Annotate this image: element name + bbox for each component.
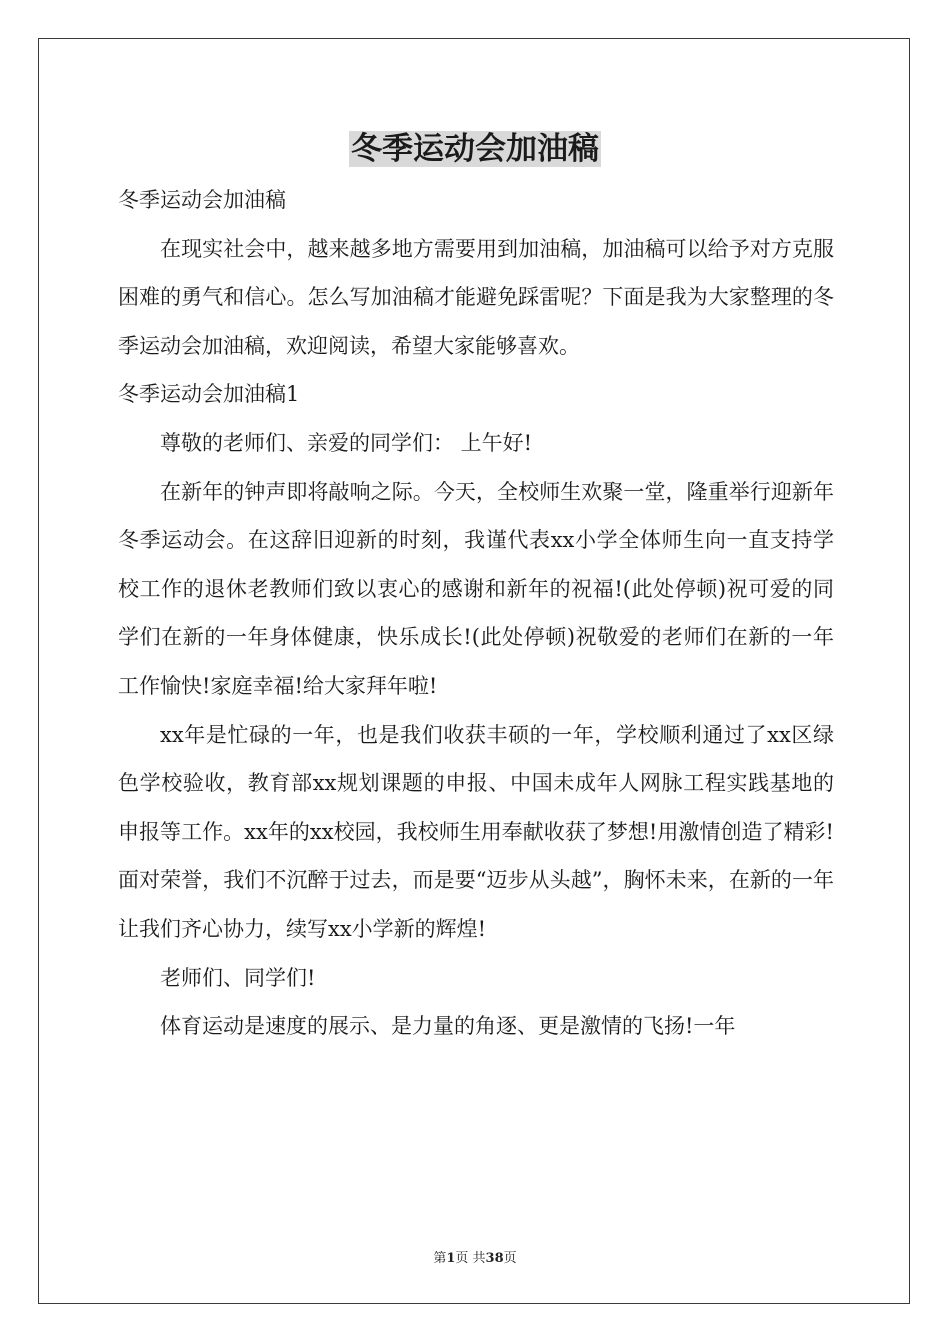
paragraph: 尊敬的老师们、亲爱的同学们： 上午好! bbox=[160, 430, 533, 455]
page-number-mid: 页 共 bbox=[455, 1251, 486, 1266]
page-number-total: 38 bbox=[485, 1251, 504, 1266]
paragraph: 在现实社会中，越来越多地方需要用到加油稿，加油稿可以给予对方克服困难的勇气和信心。怎么写加油稿才能避免踩雷呢？下面是我为大家整理的冬季运动会加油稿，欢迎阅读，希望大家能够喜欢。 bbox=[118, 236, 834, 358]
paragraph: 冬季运动会加油稿 bbox=[118, 188, 286, 212]
paragraph: 在新年的钟声即将敲响之际。今天，全校师生欢聚一堂，隆重举行迎新年冬季运动会。在这辞旧迎新的时刻，我谨代表xx小学全体师生向一直支持学校工作的退休老教师们致以衷心的感谢和新年的祝福!(此处停顿)祝可爱的同学们在新的一年身体健康，快乐成长!(此处停顿)祝敬爱的老师们在新的一年工作愉快!家庭幸福!给大家拜年啦! bbox=[118, 479, 834, 698]
page-number-prefix: 第 bbox=[433, 1251, 447, 1266]
document-body bbox=[118, 176, 834, 1051]
paragraph: 冬季运动会加油稿1 bbox=[118, 382, 300, 407]
paragraph: 体育运动是速度的展示、是力量的角逐、更是激情的飞扬!一年 bbox=[160, 1014, 736, 1039]
paragraph: 老师们、同学们! bbox=[160, 965, 316, 990]
paragraph: xx年是忙碌的一年，也是我们收获丰硕的一年，学校顺利通过了xx区绿色学校验收，教育部xx规划课题的申报、中国未成年人网脉工程实践基地的申报等工作。xx年的xx校园，我校师生用奉献收获了梦想!用激情创造了精彩!面对荣誉，我们不沉醉于过去，而是要“迈步从头越”，胸怀未来，在新的一年让我们齐心协力，续写xx小学新的辉煌! bbox=[118, 722, 834, 941]
page-number-current: 1 bbox=[446, 1251, 456, 1266]
page-footer bbox=[0, 1247, 950, 1266]
document-title: 冬季运动会加油稿 bbox=[351, 131, 599, 167]
page-number-suffix: 页 bbox=[503, 1251, 517, 1266]
